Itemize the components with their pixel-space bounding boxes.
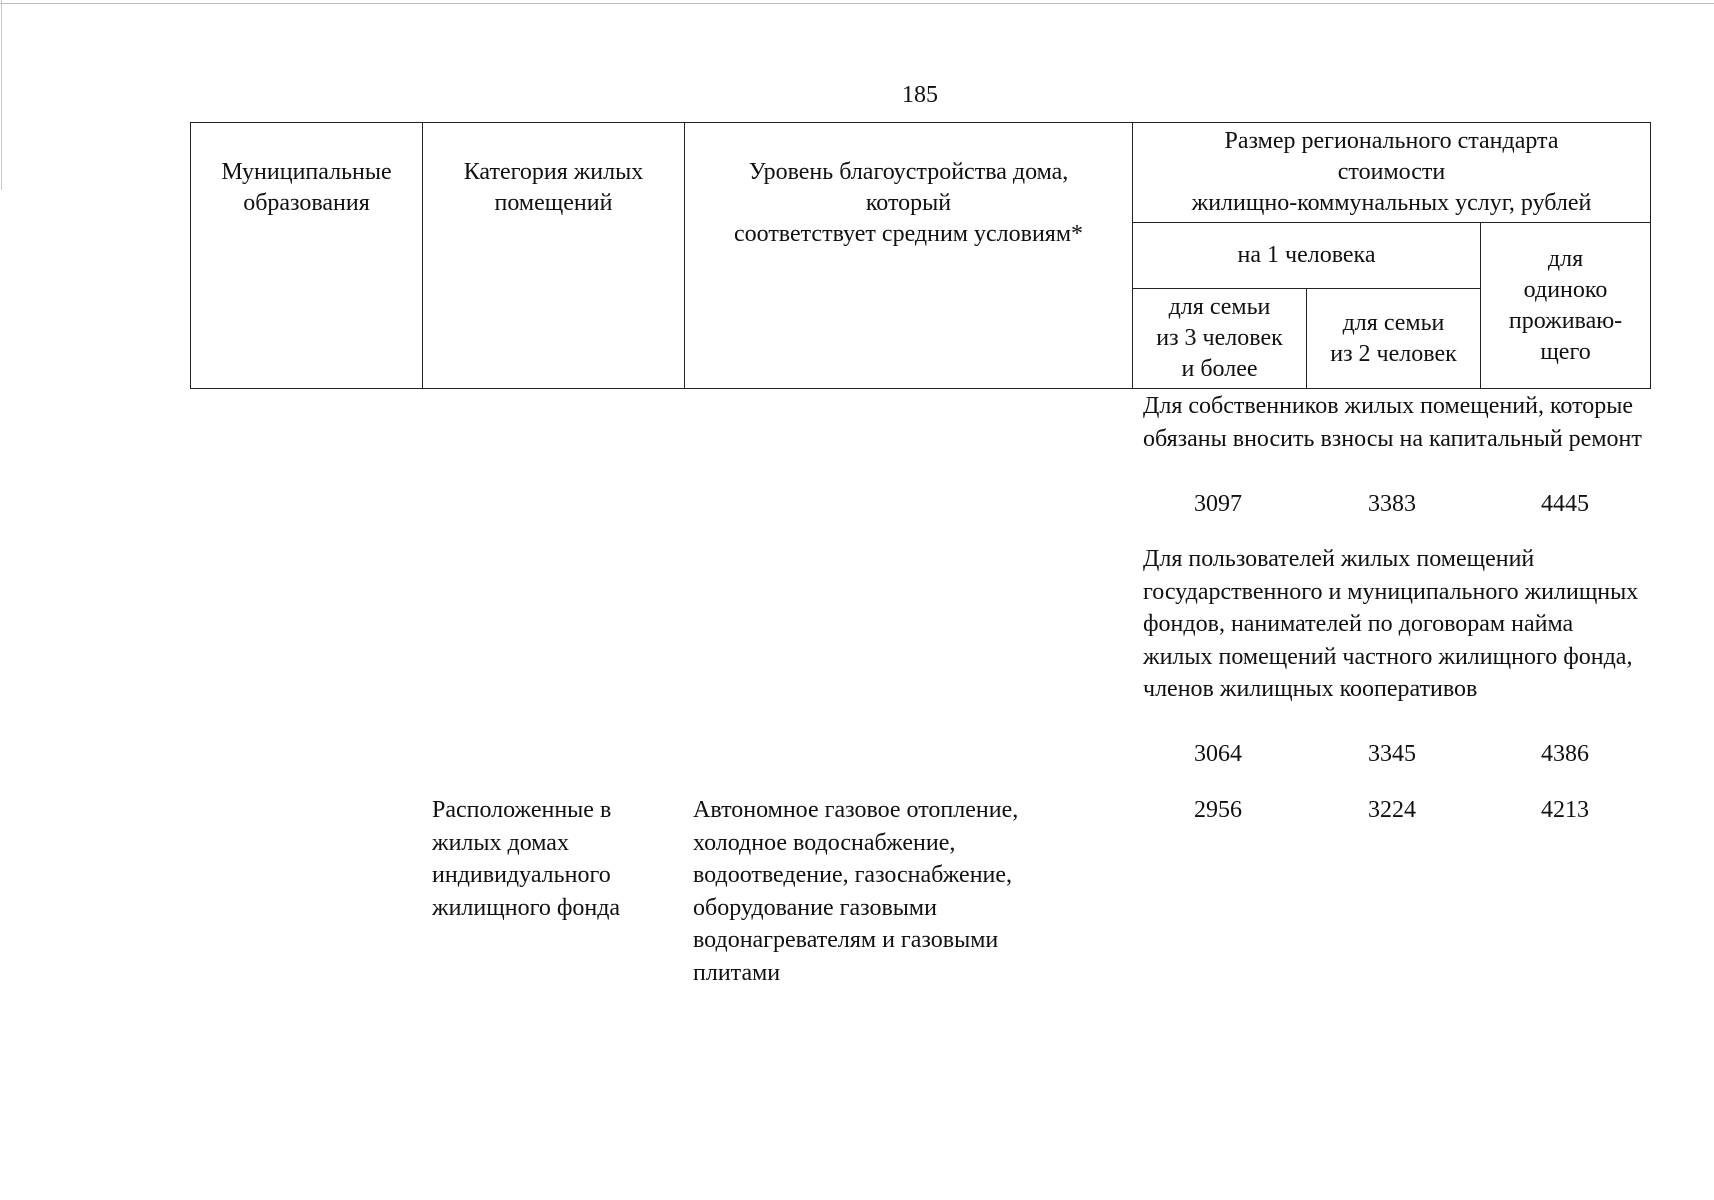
row-value-family-2: 3224 (1368, 797, 1416, 823)
owners-value-single: 4445 (1541, 491, 1589, 517)
users-value-family-3-plus: 3064 (1194, 741, 1242, 767)
table-header (190, 122, 1651, 389)
header-family-2: для семьи из 2 человек (1307, 289, 1481, 389)
header-housing-category: Категория жилых помещений (423, 123, 685, 389)
row-housing-category: Расположенные в жилых домах индивидуального жилищного фонда (432, 797, 621, 921)
owners-value-family-2: 3383 (1368, 491, 1416, 517)
users-value-single: 4386 (1541, 741, 1589, 767)
row-amenities: Автономное газовое отопление, холодное водоснабжение, водоотведение, газоснабжение, оборудование газовыми водонагревателям и газовыми плитами (693, 797, 1019, 986)
row-value-single: 4213 (1541, 797, 1589, 823)
header-municipalities: Муниципальные образования (191, 123, 423, 389)
header-family-3-plus: для семьи из 3 человек и более (1133, 289, 1307, 389)
section-users-title: Для пользователей жилых помещений государственного и муниципального жилищных фондов, нанимателей по договорам найма жилых помещений частного жилищного фонда, членов жилищных кооперативов (1143, 546, 1639, 702)
owners-value-family-3-plus: 3097 (1194, 491, 1242, 517)
header-standard-size: Размер регионального стандарта стоимости жилищно-коммунальных услуг, рублей (1133, 123, 1651, 223)
header-amenity-level: Уровень благоустройства дома, который соответствует средним условиям* (685, 123, 1133, 389)
scan-edge-left (1, 0, 2, 190)
section-owners-title: Для собственников жилых помещений, которые обязаны вносить взносы на капитальный ремонт (1143, 393, 1642, 452)
header-single-resident: для одиноко проживаю- щего (1481, 223, 1651, 389)
page-number: 185 (902, 82, 938, 108)
scan-edge-top (0, 3, 1714, 4)
header-per-person: на 1 человека (1133, 223, 1481, 289)
users-value-family-2: 3345 (1368, 741, 1416, 767)
row-value-family-3-plus: 2956 (1194, 797, 1242, 823)
